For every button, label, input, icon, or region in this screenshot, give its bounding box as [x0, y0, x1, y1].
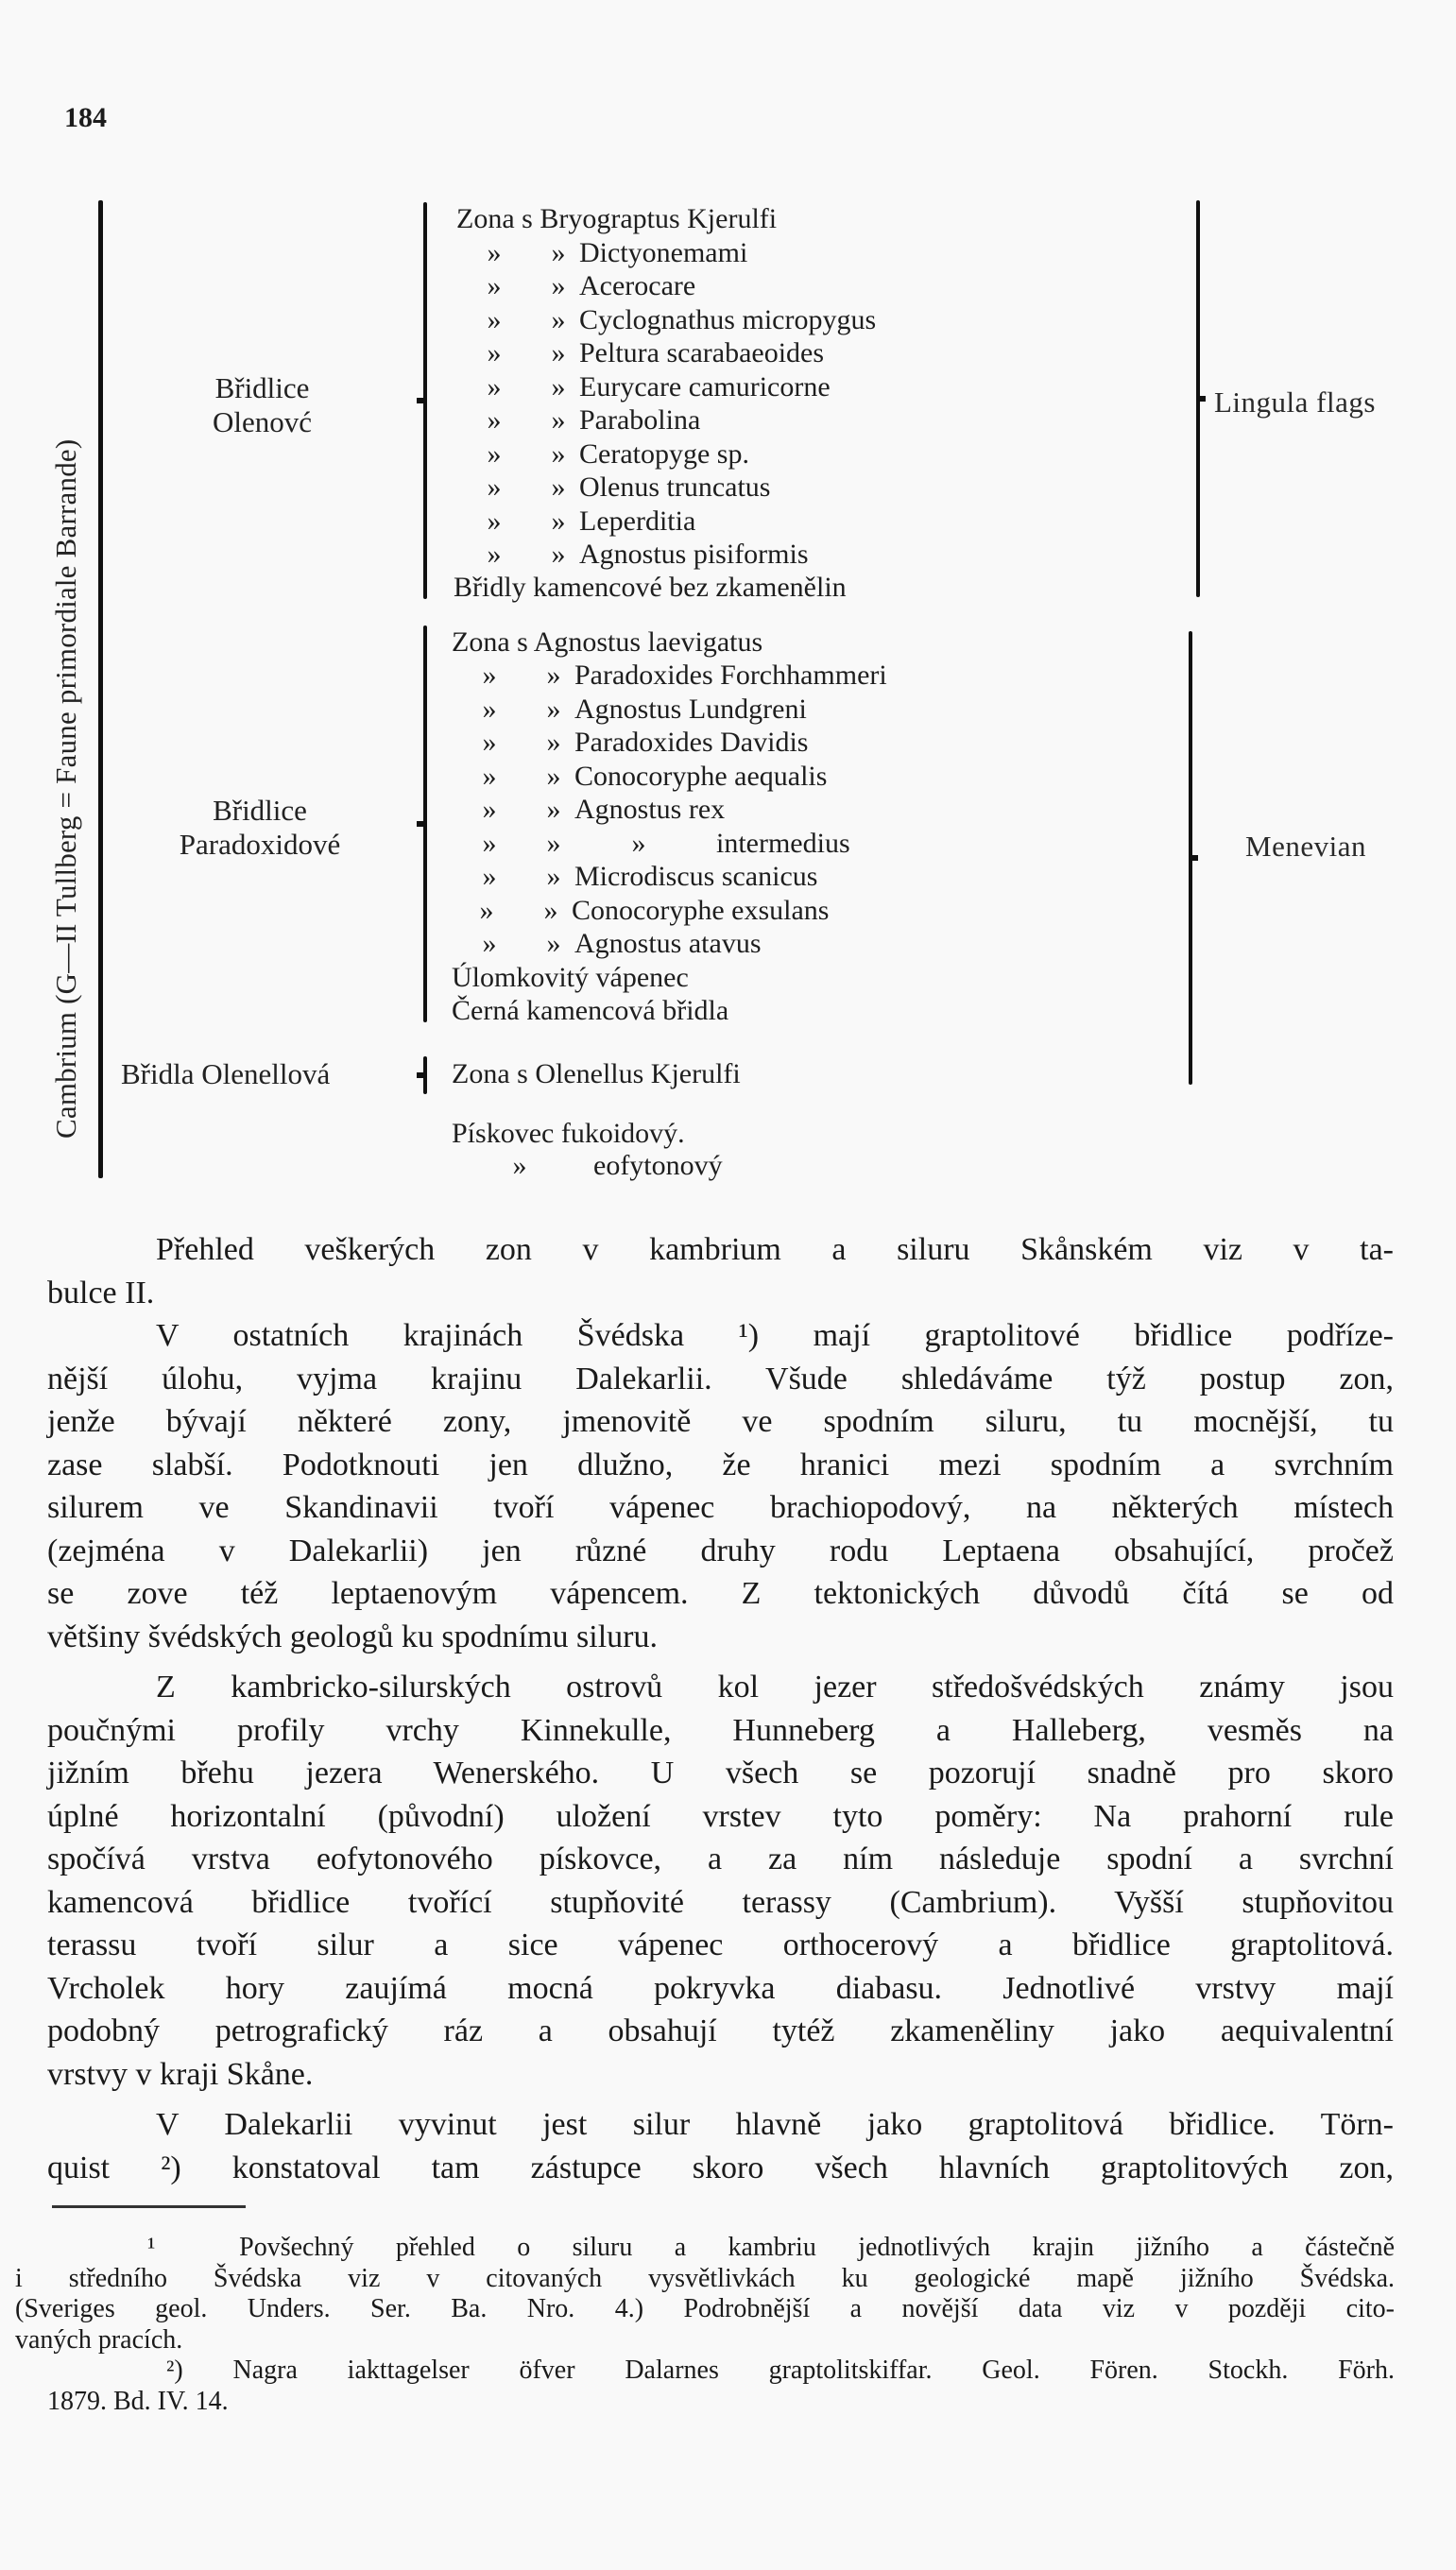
- text-line: úplné horizontalní (původní) uložení vrstev tyto poměry: Na prahorní rule: [47, 1798, 1394, 1834]
- text-line: V Dalekarlii vyvinut jest silur hlavně jako graptolitová břidlice. Törn-: [156, 2107, 1394, 2142]
- ditto-mark: »: [546, 828, 561, 859]
- zone-name: Microdiscus scanicus: [574, 861, 818, 892]
- ditto-mark: »: [512, 1150, 527, 1181]
- ditto-mark: »: [546, 861, 561, 892]
- label-lingula-flags: Lingula flags: [1214, 386, 1376, 419]
- zone-name: Peltura scarabaeoides: [579, 337, 825, 368]
- brace-lingula-flags: [1190, 200, 1206, 597]
- side-label-cambrium: Cambrium (G—II Tullberg = Faune primordiale Barrande): [49, 438, 82, 1139]
- zone-name: Úlomkovitý vápenec: [452, 962, 689, 993]
- footnote-line: ¹ Povšechný přehled o siluru a kambriu jednotlivých krajin jižního a částečně: [147, 2233, 1395, 2262]
- text-line: jenže bývají některé zony, jmenovitě ve spodním siluru, tu mocnější, tu: [47, 1404, 1394, 1439]
- text-line: Přehled veškerých zon v kambrium a siluru Skånském viz v ta-: [156, 1232, 1394, 1267]
- zone-name: Conocoryphe exsulans: [572, 895, 830, 926]
- text-line: většiny švédských geologů ku spodnímu siluru.: [47, 1619, 658, 1654]
- text-line: vrstvy v kraji Skåne.: [47, 2056, 314, 2092]
- zone-name: Eurycare camuricorne: [579, 371, 831, 403]
- zone-name: Pískovec fukoidový.: [452, 1118, 685, 1149]
- footnote-marker: ²): [166, 2356, 183, 2385]
- group-label-line: Břidla Olenellová: [121, 1057, 331, 1090]
- text-line: kamencová břidlice tvořící stupňovité terassy (Cambrium). Vyšší stupňovitou: [47, 1884, 1394, 1920]
- ditto-mark: »: [487, 337, 502, 368]
- zone-name: Zona s Bryograptus Kjerulfi: [456, 203, 778, 234]
- footnote-line: (Sveriges geol. Unders. Ser. Ba. Nro. 4.) Podrobnější a novější data viz v později cito-: [15, 2294, 1395, 2323]
- zone-name: Olenus truncatus: [579, 471, 771, 503]
- footnote-line: vaných pracích.: [15, 2324, 183, 2355]
- footnote-line: ²) Nagra iakttagelser öfver Dalarnes graptolitskiffar. Geol. Fören. Stockh. Förh.: [166, 2356, 1396, 2385]
- ditto-mark: »: [546, 794, 561, 825]
- zone-name: Agnostus atavus: [574, 928, 762, 959]
- zone-name: Ceratopyge sp.: [579, 438, 749, 470]
- text-line: (zejména v Dalekarlii) jen různé druhy rodu Leptaena obsahující, pročež: [47, 1533, 1394, 1568]
- ditto-mark: »: [482, 660, 497, 691]
- zone-name: Agnostus pisiformis: [579, 539, 809, 570]
- ditto-mark: »: [482, 761, 497, 792]
- ditto-mark: »: [487, 438, 502, 470]
- ditto-mark: »: [487, 539, 502, 570]
- zone-name: intermedius: [716, 828, 850, 859]
- ditto-mark: »: [482, 694, 497, 725]
- text-line: nější úlohu, vyjma krajinu Dalekarlii. Všude shledáváme týž postup zon,: [47, 1361, 1394, 1396]
- ditto-mark: »: [487, 471, 502, 503]
- text-line: podobný petrografický ráz a obsahují tytéž zkameněliny jako aequivalentní: [47, 2013, 1394, 2048]
- text-line: se zove též leptaenovým vápencem. Z tektonických důvodů čítá se od: [47, 1576, 1394, 1611]
- footnote-marker: ¹: [147, 2233, 156, 2262]
- text-line: bulce II.: [47, 1275, 155, 1311]
- body-text: [47, 1228, 1394, 2189]
- text-line: jižním břehu jezera Wenerského. U všech se pozorují snadně pro skoro: [47, 1756, 1394, 1790]
- brace-group-olenove: [418, 202, 433, 599]
- zone-name: Parabolina: [579, 404, 701, 436]
- group-label-line: Břidlice: [214, 371, 310, 404]
- ditto-mark: »: [551, 337, 566, 368]
- footnote-1: [15, 2233, 1395, 2356]
- ditto-mark: »: [487, 237, 502, 268]
- ditto-mark: »: [482, 794, 497, 825]
- group-label-line: Olenovć: [212, 405, 313, 438]
- ditto-mark: »: [546, 660, 561, 691]
- group-label-paradoxidove: [146, 794, 373, 862]
- text-line: poučnými profily vrchy Kinnekulle, Hunneberg a Halleberg, vesměs na: [47, 1712, 1394, 1748]
- label-menevian: Menevian: [1245, 830, 1366, 863]
- ditto-mark: »: [482, 828, 497, 859]
- text-line: silurem ve Skandinavii tvoří vápenec brachiopodový, na některých místech: [47, 1490, 1394, 1525]
- zone-name: eofytonový: [593, 1150, 723, 1181]
- ditto-mark: »: [487, 404, 502, 436]
- zone-name: Zona s Agnostus laevigatus: [452, 626, 763, 658]
- ditto-mark: »: [551, 539, 566, 570]
- ditto-mark: »: [551, 404, 566, 436]
- group-label-line: Břidlice: [213, 794, 307, 827]
- group-label-olenellova: [121, 1057, 330, 1091]
- text-line: spočívá vrstva eofytonového pískovce, a za ním následuje spodní a svrchní: [47, 1842, 1394, 1876]
- ditto-mark: »: [487, 505, 502, 537]
- zone-name: Zona s Olenellus Kjerulfi: [452, 1058, 741, 1089]
- text-line: zase slabší. Podotknouti jen dlužno, že hranici mezi spodním a svrchním: [47, 1447, 1394, 1482]
- group-label-olenove: [180, 371, 345, 439]
- ditto-mark: »: [479, 895, 494, 926]
- text-line: Vrcholek hory zaujímá mocná pokryvka diabasu. Jednotlivé vrstvy mají: [47, 1970, 1394, 2006]
- text-line: terassu tvoří silur a sice vápenec orthocerový a břidlice graptolitová.: [47, 1928, 1394, 1962]
- ditto-mark: »: [546, 761, 561, 792]
- text-line: Z kambricko-silurských ostrovů kol jezer středošvédských známy jsou: [156, 1670, 1394, 1705]
- text-line: quist ²) konstatoval tam zástupce skoro všech hlavních graptolitových zon,: [47, 2150, 1394, 2185]
- ditto-mark: »: [487, 304, 502, 335]
- ditto-mark: »: [543, 895, 558, 926]
- ditto-mark: »: [551, 371, 566, 403]
- paragraph: [47, 1666, 1394, 2096]
- paragraph: [47, 2103, 1394, 2189]
- text-line: V ostatních krajinách Švédska ¹) mají graptolitové břidlice podříze-: [156, 1318, 1394, 1353]
- ditto-mark: »: [487, 270, 502, 301]
- footnote-2: [15, 2356, 1395, 2417]
- zone-name: Agnostus rex: [574, 794, 726, 825]
- paragraph: [47, 1228, 1394, 1314]
- zone-name: Paradoxides Davidis: [574, 727, 809, 758]
- ditto-mark: »: [551, 471, 566, 503]
- ditto-mark: »: [551, 237, 566, 268]
- zone-name: Leperditia: [579, 505, 696, 537]
- zone-name: Conocoryphe aequalis: [574, 761, 828, 792]
- footnote-line: i středního Švédska viz v citovaných vysvětlivkách ku geologické mapě jižního Švédska.: [15, 2263, 1395, 2293]
- footnote-separator: [52, 2205, 246, 2208]
- ditto-mark: »: [551, 438, 566, 470]
- footnote-line: 1879. Bd. IV. 14.: [47, 2386, 229, 2416]
- zone-name: Břidly kamencové bez zkamenělin: [454, 572, 847, 603]
- zone-name: Cyclognathus micropygus: [579, 304, 877, 335]
- page-number: 184: [64, 102, 107, 133]
- zone-name: Acerocare: [579, 270, 696, 301]
- brace-group-paradoxidove: [418, 625, 433, 1022]
- ditto-mark: »: [482, 861, 497, 892]
- ditto-mark: »: [482, 928, 497, 959]
- brace-menevian: [1183, 631, 1198, 1085]
- zone-name: Paradoxides Forchhammeri: [574, 660, 887, 691]
- side-bracket-line: [98, 200, 103, 1178]
- group-label-line: Paradoxidové: [179, 828, 341, 861]
- zone-name: Černá kamencová břidla: [452, 995, 729, 1026]
- zone-name: Dictyonemami: [579, 237, 748, 268]
- footnotes: [15, 2233, 1395, 2417]
- ditto-mark: »: [551, 270, 566, 301]
- zone-name: Agnostus Lundgreni: [574, 694, 807, 725]
- ditto-mark: »: [546, 928, 561, 959]
- ditto-mark: »: [487, 371, 502, 403]
- ditto-mark: »: [546, 694, 561, 725]
- brace-group-olenellova: [418, 1056, 433, 1094]
- ditto-mark: »: [546, 727, 561, 758]
- ditto-mark: »: [551, 505, 566, 537]
- paragraph: [47, 1314, 1394, 1658]
- ditto-mark: »: [482, 727, 497, 758]
- ditto-mark: »: [631, 828, 646, 859]
- ditto-mark: »: [551, 304, 566, 335]
